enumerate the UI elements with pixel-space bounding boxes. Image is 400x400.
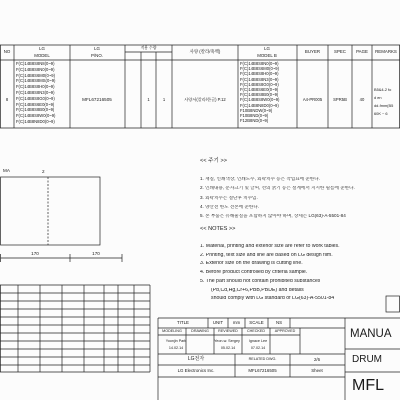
document-name-line-1: MANUA [350,328,392,340]
related-drawing-label: RELATED DWG. [248,356,277,361]
document-name-line-3: MFL [352,377,384,394]
list-item: F12B8ND(0~9) [240,118,269,124]
spec-code-value: SPR5B [333,97,347,102]
header-lg-model-top: LG [39,45,45,51]
row-number: 8 [5,97,9,102]
sheet-number: 2/6 [313,356,321,362]
list-item: F(C)14B8S8N3(0~9) [240,76,279,82]
note-item: 2. Printing, text size and line are based on LG design film. [200,252,333,258]
list-item: F(C)14B8S8W0(0~9) [240,97,280,103]
note-item: 5. 본 부품은 유해물질을 포함하지 않아야 하며, 상세는 LG(63)-A-5501-84 [200,214,346,219]
unit-label: UNIT [212,319,224,325]
list-item: F10B8ND(0~9) [240,113,269,118]
document-name-line-2: DRUM [352,354,382,365]
scale-value: NS [275,319,283,325]
parts-table-grid [0,285,150,372]
remarks-line: 60K ~ 6 [374,111,388,116]
list-item: F(C)14B8S8N8(0~9) [16,61,55,66]
note-item: 1. Material, printing and exterior size are refer to work tables. [200,244,340,249]
buyer-value: A4-PR005 [302,97,323,102]
role-approved: APPROVED [274,328,296,333]
sign-date: 14.02.14 [168,345,184,350]
list-item: F(C)14B8S8H0(0~9) [240,71,279,77]
header-spec: 사양 (칼라/흑백) [189,49,221,54]
company-name-korean: LG전자 [187,356,205,362]
note-item: 3. 외곽치수는 절단후 치수임. [200,195,258,200]
list-item: F10B8NDW(0~9) [240,107,273,113]
list-item: F(C)14B8S8B0(0~9) [240,92,279,98]
header-page: PAGE [356,49,368,54]
note-item: 1. 재질, 인쇄색상, 인쇄도수, 외곽치수 등은 작업표에 준한다. [200,177,320,181]
note-item-continuation: should comply with LG standard of LG(63)-A-5501-84 [211,296,335,302]
header-remarks: REMARKS [375,49,397,54]
header-qty: 적용 수량 [140,46,157,50]
list-item: F(C)14B8S6M0(0~9) [240,66,279,72]
signer-name: Yoonjin Park [165,338,187,343]
list-item: F(C)14B8S6E0(0~9) [240,87,279,92]
note-item-continuation: (Pb,Cd,Hg,Cr+6,PBB,PBDE) and details [211,287,304,293]
list-item: F(C)14B8S6M0(0~9) [16,72,55,78]
role-checked: CHECKED [246,328,266,333]
list-item: F(C)14B8S8H0(0~9) [16,84,55,90]
part-number: MFL67216505 [82,97,112,102]
note-item: 3. Exterior size on the drawing is cutting line. [200,261,303,267]
page-count: 40 [359,97,365,102]
drawing-label: 2 [42,169,45,174]
role-reviewed: REVIEWED [218,328,238,333]
header-lg-model: MODEL [34,52,50,58]
sign-date: 07.02.14 [250,345,266,350]
note-item: 4. Before product controlled by criteria sample. [200,270,308,276]
sheet-outline [1,177,101,245]
header-lg-model-b-top: LG [264,45,270,51]
list-item: F(C)14B8S8W0(0~9) [16,113,56,119]
list-item: F(C)14B8S8G0(0~9) [16,95,55,101]
signer-name: Ignace Lee [248,338,268,343]
remarks-line: d en [374,95,382,100]
header-lg-pno: P/NO. [91,52,103,58]
signer-name: Yeon-w. Sergey [214,338,240,343]
list-item: F(C)14B8N8D0(0~9) [16,119,55,124]
qty-cell-3: 1 [162,97,166,102]
dimension-label: 170 [31,250,39,256]
header-spec-code: SPEC [334,49,346,54]
role-modeling: MODELING [162,328,182,333]
unit-value: mm [232,319,241,325]
header-lg-model-b: MODEL B [257,52,277,58]
note-item: 5. The part should not contain prohibited substances [200,278,321,284]
spec-value: 사양서(칼라/한글) P.12 [184,97,226,102]
list-item: F(C)14B8S8N0(0~9) [240,61,279,66]
list-item: F(C)14B8S8N0(0~9) [16,66,55,72]
list-item: F(C)14B8S8G0(0~9) [240,81,279,87]
list-item: F(C)14B8S6E0(0~9) [16,101,55,107]
notes-korean-title: << 주기 >> [200,158,227,164]
drawing-label: MA [3,168,10,173]
list-item: F(C)14B8S8B0(0~9) [16,107,55,113]
sheet-label: Sheet [311,367,323,373]
notes-english-title: << NOTES >> [200,226,236,232]
header-buyer: BUYER [304,49,321,54]
related-drawing-number: MFL67216505 [248,367,277,373]
note-item: 2. 인쇄내용, 문자크기 및 글씨, 선의 굵기 등은 설계에서 지시한 필름에 준한다. [200,186,355,191]
dimension-label: 170 [92,250,100,256]
company-name: LG Electronics Inc. [177,367,215,373]
list-item: F(C)14B8S8MS(0~9) [16,78,56,84]
title-label: TITLE [177,319,189,325]
sign-date: 05.02.14 [220,345,236,350]
role-drawing: DRAWING [191,328,209,333]
corner-box [386,296,400,312]
top-table-grid [0,45,400,128]
note-item: 4. 양산전 한도 견본에 준한다. [200,204,260,209]
header-lg-pno-top: LG [94,45,100,51]
list-item: F(C)14B8N8D0(0~9) [240,102,279,108]
remarks-line: dd-fmm(B5 [374,103,394,108]
header-no: NO [3,49,11,54]
qty-cell-2: 1 [147,97,150,102]
scale-label: SCALE [249,319,264,325]
remarks-line: B5&4-2 fo [374,87,392,92]
list-item: F(C)14B8S8N3(0~9) [16,90,55,95]
